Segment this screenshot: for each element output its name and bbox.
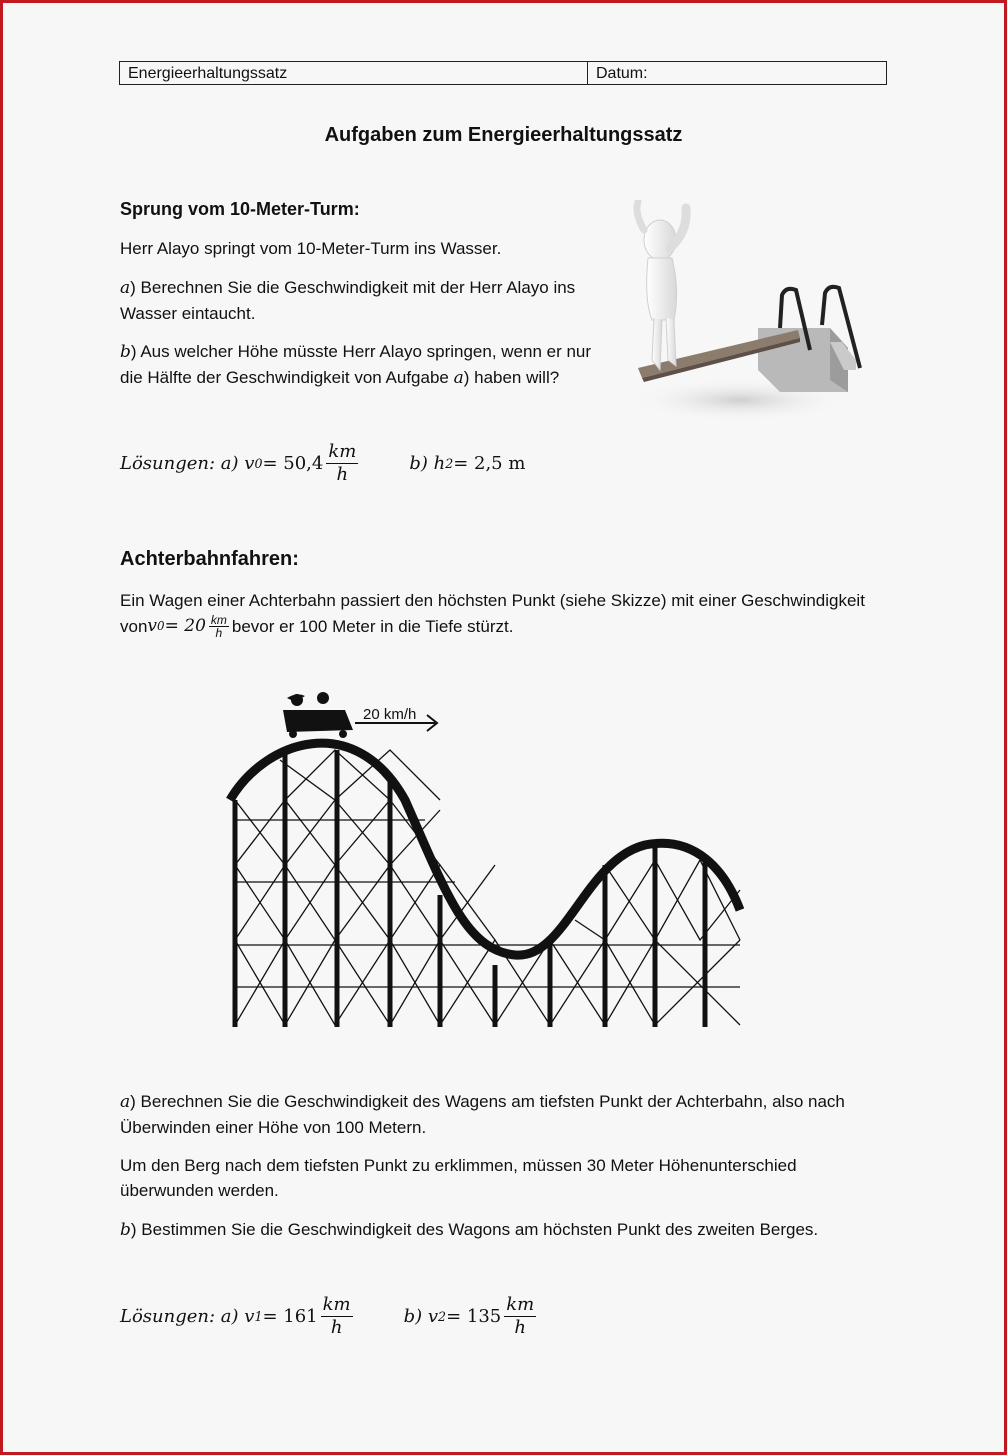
solution-a-unit <box>326 441 358 486</box>
solution-b-prefix: b) h <box>409 453 446 474</box>
solution-a-sub: 0 <box>254 456 263 471</box>
s2-solution-a-value: = 161 <box>262 1306 318 1327</box>
s2-task-a-text-2: Überwinden einer Höhe von 100 Metern. <box>120 1118 427 1137</box>
solution-a-prefix: a) v <box>220 453 255 474</box>
s2-info-2: überwunden werden. <box>120 1181 279 1200</box>
section1-heading: Sprung vom 10-Meter-Turm: <box>120 199 360 219</box>
task-a-text-2: Wasser eintaucht. <box>120 304 256 323</box>
s2-task-b-var: b <box>120 1220 131 1240</box>
s2-b-den: h <box>514 1317 527 1338</box>
s2-task-a-var: a <box>120 1092 131 1112</box>
header-topic: Energieerhaltungssatz <box>120 62 588 84</box>
section2-task-b <box>120 1217 818 1243</box>
solution-label: Lösungen: <box>120 453 216 474</box>
section1-intro: Herr Alayo springt vom 10-Meter-Turm ins Wasser. <box>120 239 502 258</box>
solution-b-sub: 2 <box>445 456 454 471</box>
task-b-text-2-pre: die Hälfte der Geschwindigkeit von Aufgabe <box>120 368 454 387</box>
solution-a-value: = 50,4 <box>262 453 324 474</box>
s2-a-num: km <box>322 1294 351 1315</box>
section2-intro-1: Ein Wagen einer Achterbahn passiert den höchsten Punkt (siehe Skizze) mit einer Geschwindigkeit <box>120 591 865 610</box>
intro-eq: = 20 <box>164 616 206 636</box>
s2-solution-a-sub: 1 <box>254 1309 263 1324</box>
header-table <box>119 61 887 85</box>
coaster-lattice <box>235 750 740 1025</box>
section1-solutions <box>120 441 525 486</box>
coaster-car <box>283 692 353 738</box>
roller-coaster-sketch <box>225 690 745 1030</box>
s2-task-b-text: ) Bestimmen Sie die Geschwindigkeit des Wagons am höchsten Punkt des zweiten Berges. <box>130 1220 819 1239</box>
solution-b-value: = 2,5 m <box>453 453 526 474</box>
section2-solutions <box>120 1294 539 1339</box>
sketch-speed-label: 20 km/h <box>363 706 417 723</box>
section2-task-a <box>120 1089 845 1140</box>
s2-solution-b-prefix: b) v <box>403 1306 439 1327</box>
coaster-track <box>230 743 740 955</box>
intro-sub: 0 <box>157 619 165 633</box>
intro-unit-num: km <box>210 613 227 627</box>
task-b-text-2-post: ) haben will? <box>463 368 560 387</box>
task-b-text-1: ) Aus welcher Höhe müsste Herr Alayo springen, wenn er nur <box>130 342 592 361</box>
s2-solution-b-unit <box>504 1294 536 1339</box>
diver-body <box>647 258 677 320</box>
s2-b-num: km <box>506 1294 535 1315</box>
unit-den: h <box>336 464 349 485</box>
s2-solution-b-value: = 135 <box>446 1306 502 1327</box>
s2-info-1: Um den Berg nach dem tiefsten Punkt zu erklimmen, müssen 30 Meter Höhenunterschied <box>120 1156 797 1175</box>
header-date-label: Datum: <box>596 65 648 82</box>
section1-task-b <box>120 339 591 391</box>
section2-intro-2 <box>120 614 513 639</box>
page-title: Aufgaben zum Energieerhaltungssatz <box>324 124 683 146</box>
unit-num: km <box>328 441 357 462</box>
section2-heading: Achterbahnfahren: <box>120 548 299 570</box>
diver-illustration <box>630 200 870 430</box>
task-a-text-1: ) Berechnen Sie die Geschwindigkeit mit der Herr Alayo ins <box>130 278 576 297</box>
s2-a-den: h <box>330 1317 343 1338</box>
s2-solution-a-prefix: a) v <box>220 1306 255 1327</box>
intro-pre: von <box>120 617 148 636</box>
task-b-text-2-var: a <box>453 368 464 388</box>
task-b-var: b <box>120 342 131 362</box>
intro-post: bevor er 100 Meter in die Tiefe stürzt. <box>231 617 514 636</box>
section2-info <box>120 1153 797 1203</box>
section1-task-a <box>120 275 575 326</box>
intro-var: v <box>147 616 158 636</box>
diver-head <box>644 220 676 260</box>
task-a-var: a <box>120 278 131 298</box>
s2-task-a-text-1: ) Berechnen Sie die Geschwindigkeit des Wagens am tiefsten Punkt der Achterbahn, also nach <box>130 1092 845 1111</box>
intro-unit <box>209 614 229 639</box>
s2-solution-b-sub: 2 <box>438 1309 447 1324</box>
s2-solution-a-unit <box>321 1294 353 1339</box>
s2-solution-label: Lösungen: <box>120 1306 216 1327</box>
intro-unit-den: h <box>215 626 223 640</box>
